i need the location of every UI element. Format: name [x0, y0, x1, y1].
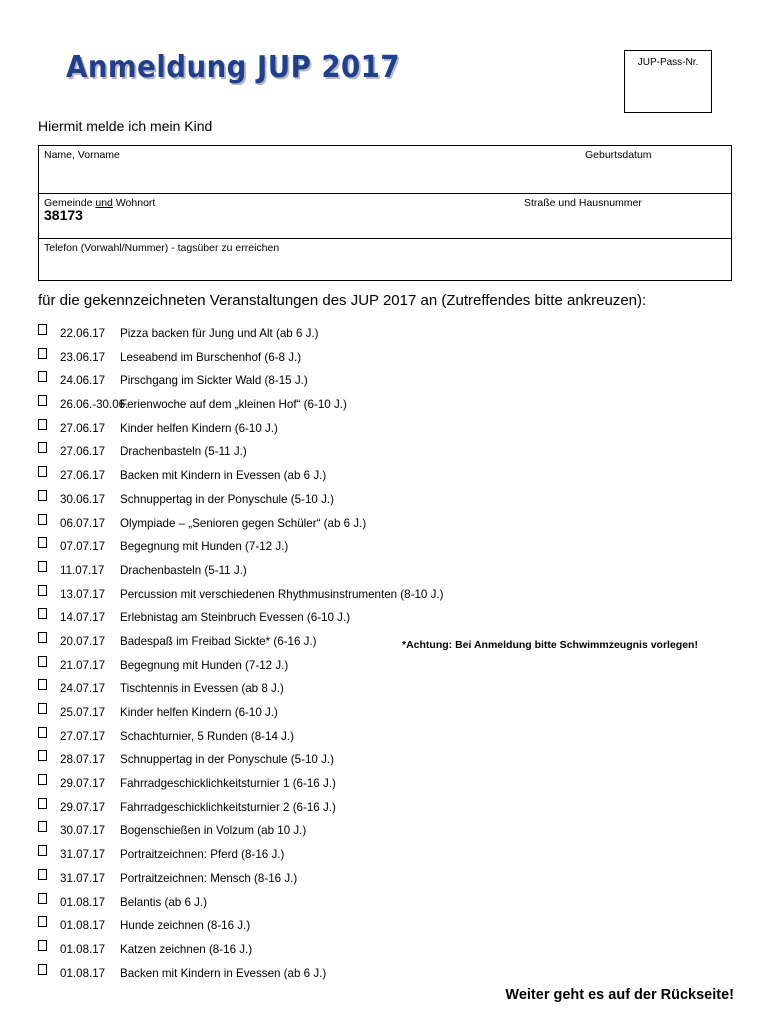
page-title: Anmeldung JUP 2017: [66, 50, 400, 85]
event-checkbox[interactable]: [38, 371, 47, 382]
event-checkbox[interactable]: [38, 419, 47, 430]
event-item: [38, 489, 738, 513]
event-description: Kinder helfen Kindern (6-10 J.): [120, 706, 278, 719]
event-description: Schachturnier, 5 Runden (8-14 J.): [120, 729, 295, 743]
birthdate-label: Geburtsdatum: [585, 149, 652, 161]
event-description: Backen mit Kindern in Evessen (ab 6 J.): [120, 469, 327, 483]
event-date: 27.06.17: [60, 421, 106, 435]
event-item: [38, 536, 738, 560]
event-description: Olympiade – „Senioren gegen Schüler“ (ab 6 J.): [120, 516, 367, 530]
event-description: Portraitzeichnen: Pferd (8-16 J.): [120, 848, 285, 862]
event-description: Begegnung mit Hunden (7-12 J.): [120, 658, 289, 672]
event-description: Bogenschießen in Volzum (ab 10 J.): [120, 824, 307, 838]
event-description: Ferienwoche auf dem „kleinen Hof“ (6-10 J.): [120, 398, 347, 412]
event-description: Percussion mit verschiedenen Rhythmusinstrumenten (8-10 J.): [120, 587, 444, 601]
event-checkbox[interactable]: [38, 703, 47, 714]
event-item: [38, 465, 738, 489]
event-checkbox[interactable]: [38, 869, 47, 880]
event-checkbox[interactable]: [38, 964, 47, 975]
continue-overleaf-text: Weiter geht es auf der Rückseite!: [505, 987, 734, 1003]
event-checkbox[interactable]: [38, 608, 47, 619]
event-list: [38, 323, 738, 986]
pass-number-box[interactable]: [624, 50, 712, 113]
event-item: [38, 513, 738, 537]
event-date: 13.07.17: [60, 587, 106, 601]
event-item: [38, 584, 738, 608]
event-item: [38, 939, 738, 963]
event-item: [38, 323, 738, 347]
event-item: [38, 868, 738, 892]
event-item: [38, 418, 738, 442]
event-item: [38, 749, 738, 773]
event-checkbox[interactable]: [38, 727, 47, 738]
event-checkbox[interactable]: [38, 679, 47, 690]
event-item: [38, 702, 738, 726]
event-checkbox[interactable]: [38, 774, 47, 785]
events-instruction: für die gekennzeichneten Veranstaltungen des JUP 2017 an (Zutreffendes bitte ankreuzen):: [38, 292, 647, 309]
event-description: Portraitzeichnen: Mensch (8-16 J.): [120, 871, 298, 885]
event-checkbox[interactable]: [38, 821, 47, 832]
event-checkbox[interactable]: [38, 490, 47, 501]
event-checkbox[interactable]: [38, 466, 47, 477]
event-item: [38, 560, 738, 584]
event-checkbox[interactable]: [38, 845, 47, 856]
event-date: 14.07.17: [60, 611, 106, 625]
event-date: 31.07.17: [60, 848, 106, 862]
event-item: [38, 844, 738, 868]
event-description: Belantis (ab 6 J.): [120, 895, 207, 909]
event-date: 31.07.17: [60, 871, 106, 885]
event-item: [38, 797, 738, 821]
event-date: 01.08.17: [60, 919, 106, 933]
event-date: 01.08.17: [60, 966, 106, 980]
event-date: 27.06.17: [60, 469, 106, 483]
event-checkbox[interactable]: [38, 656, 47, 667]
event-date: 29.07.17: [60, 800, 106, 814]
event-description: Schnuppertag in der Ponyschule (5-10 J.): [120, 492, 334, 506]
event-date: 30.06.17: [60, 492, 106, 506]
event-description: Pizza backen für Jung und Alt (ab 6 J.): [120, 327, 319, 340]
event-date: 27.07.17: [60, 729, 106, 743]
event-checkbox[interactable]: [38, 585, 47, 596]
event-date: 11.07.17: [60, 563, 105, 577]
event-item: [38, 726, 738, 750]
event-description: Hunde zeichnen (8-16 J.): [120, 919, 251, 933]
event-date: 24.06.17: [60, 374, 106, 388]
event-item: [38, 963, 738, 987]
event-description: Backen mit Kindern in Evessen (ab 6 J.): [120, 966, 327, 980]
event-description: Erlebnistag am Steinbruch Evessen (6-10 J.): [120, 611, 351, 625]
event-item: [38, 370, 738, 394]
event-checkbox[interactable]: [38, 632, 47, 643]
event-description: Pirschgang im Sickter Wald (8-15 J.): [120, 374, 308, 388]
phone-row[interactable]: [39, 239, 731, 281]
event-date: 24.07.17: [60, 682, 106, 696]
town-label: Gemeinde und Wohnort: [44, 197, 156, 209]
event-date: 29.07.17: [60, 777, 106, 791]
registration-form: [38, 145, 732, 281]
event-date: 26.06.-30.06.: [60, 398, 129, 412]
event-checkbox[interactable]: [38, 893, 47, 904]
event-checkbox[interactable]: [38, 395, 47, 406]
event-checkbox[interactable]: [38, 514, 47, 525]
event-checkbox[interactable]: [38, 750, 47, 761]
event-date: 06.07.17: [60, 516, 106, 530]
event-checkbox[interactable]: [38, 916, 47, 927]
name-row[interactable]: [39, 146, 731, 194]
event-item: [38, 820, 738, 844]
town-value: 38173: [44, 207, 83, 223]
event-date: 28.07.17: [60, 753, 106, 767]
event-description: Begegnung mit Hunden (7-12 J.): [120, 540, 289, 554]
event-item: [38, 347, 738, 371]
event-item: [38, 915, 738, 939]
event-item: [38, 773, 738, 797]
event-checkbox[interactable]: [38, 798, 47, 809]
event-checkbox[interactable]: [38, 324, 47, 335]
event-description: Tischtennis in Evessen (ab 8 J.): [120, 682, 284, 696]
name-label: Name, Vorname: [44, 149, 120, 161]
event-item: [38, 892, 738, 916]
event-date: 01.08.17: [60, 895, 106, 909]
town-row[interactable]: [39, 194, 731, 239]
event-description: Drachenbasteln (5-11 J.): [120, 563, 247, 577]
event-date: 30.07.17: [60, 824, 106, 838]
event-date: 07.07.17: [60, 540, 106, 554]
event-description: Fahrradgeschicklichkeitsturnier 1 (6-16 J.): [120, 777, 336, 791]
event-checkbox[interactable]: [38, 940, 47, 951]
event-checkbox[interactable]: [38, 348, 47, 359]
event-date: 21.07.17: [60, 658, 106, 672]
event-item: [38, 441, 738, 465]
event-item: [38, 607, 738, 631]
event-item: [38, 394, 738, 418]
event-date: 22.06.17: [60, 327, 106, 340]
event-date: 20.07.17: [60, 634, 106, 648]
event-description: Katzen zeichnen (8-16 J.): [120, 942, 253, 956]
event-date: 25.07.17: [60, 706, 106, 719]
phone-label: Telefon (Vorwahl/Nummer) - tagsüber zu erreichen: [44, 242, 280, 254]
event-date: 23.06.17: [60, 350, 106, 364]
event-date: 27.06.17: [60, 445, 106, 459]
event-description: Drachenbasteln (5-11 J.): [120, 445, 247, 459]
event-item: [38, 678, 738, 702]
pass-number-label: JUP-Pass-Nr.: [637, 57, 699, 68]
intro-text: Hiermit melde ich mein Kind: [38, 118, 213, 134]
event-checkbox[interactable]: [38, 537, 47, 548]
event-description: Kinder helfen Kindern (6-10 J.): [120, 421, 278, 435]
event-checkbox[interactable]: [38, 442, 47, 453]
event-description: Badespaß im Freibad Sickte* (6-16 J.): [120, 634, 317, 648]
event-checkbox[interactable]: [38, 561, 47, 572]
event-date: 01.08.17: [60, 942, 106, 956]
event-description: Leseabend im Burschenhof (6-8 J.): [120, 350, 302, 364]
event-description: Fahrradgeschicklichkeitsturnier 2 (6-16 J.): [120, 800, 336, 814]
event-item: [38, 655, 738, 679]
event-description: Schnuppertag in der Ponyschule (5-10 J.): [120, 753, 334, 767]
swim-certificate-note: *Achtung: Bei Anmeldung bitte Schwimmzeugnis vorlegen!: [402, 639, 698, 651]
street-label: Straße und Hausnummer: [524, 197, 642, 209]
